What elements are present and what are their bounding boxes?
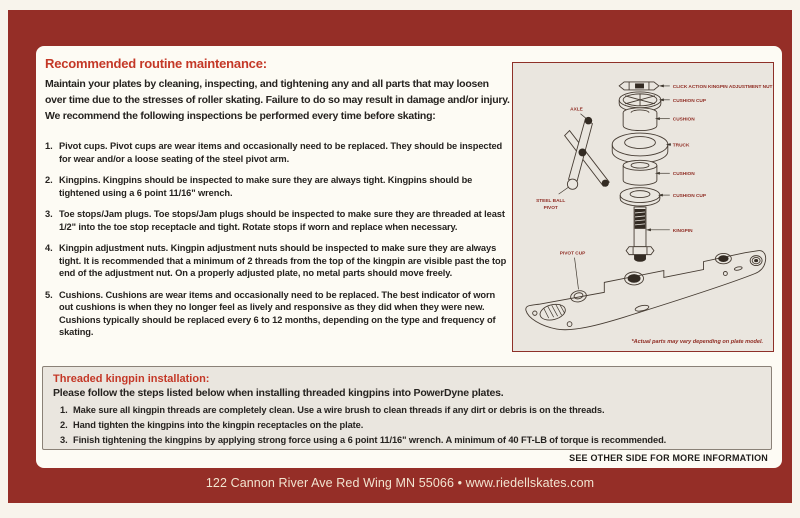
see-other-side-note: SEE OTHER SIDE FOR MORE INFORMATION xyxy=(569,453,768,463)
cushion-top-label: CUSHION xyxy=(672,117,695,123)
installation-section xyxy=(42,366,772,450)
cushion-top-drawing xyxy=(623,108,657,131)
kingpin-label: KINGPIN xyxy=(672,228,693,234)
list-item: 2. Kingpins. Kingpins should be inspected to make sure they are always tight. Kingpins should be tightened using a 6 point 11/16" wrench. xyxy=(45,175,473,198)
cushion-cup-top-label: CUSHION CUP xyxy=(672,98,707,104)
kingpin-assembly-diagram xyxy=(513,63,773,351)
pivot-cup-label: PIVOT CUP xyxy=(559,251,586,257)
cushion-bottom-drawing xyxy=(623,160,657,185)
axle-label: AXLE xyxy=(570,107,583,113)
installation-step: 3. Finish tightening the kingpins by applying strong force using a 6 point 11/16" wrench. A minimum of 40 FT-LB of torque is recommended. xyxy=(60,435,667,445)
center-kingpin-hole xyxy=(628,274,641,283)
installation-heading: Threaded kingpin installation: xyxy=(53,373,210,385)
adjustment-nut-drawing xyxy=(619,82,659,90)
installation-step: 2. Hand tighten the kingpins into the kingpin receptacles on the plate. xyxy=(60,420,364,430)
rear-kingpin-hole xyxy=(718,255,728,262)
installation-intro: Please follow the steps listed below when installing threaded kingpins into PowerDyne plates. xyxy=(53,387,504,399)
maintenance-heading: Recommended routine maintenance: xyxy=(45,56,267,71)
truck-drawing xyxy=(612,133,668,163)
list-item: 3. Toe stops/Jam plugs. Toe stops/Jam plugs should be inspected to make sure they are threaded at least 1/2" into the toe stop receptacle and tight. Rotate stops if worn and replace when necessary. xyxy=(45,209,505,232)
steel-ball-pivot-label-line1: STEEL BALL xyxy=(536,199,566,205)
truck-label: TRUCK xyxy=(672,143,690,149)
steel-ball-pivot-label-line2: PIVOT xyxy=(543,205,558,211)
list-item: 1. Pivot cups. Pivot cups are wear items and occasionally need to be replaced. They should be inspected for wear and/or a loose seating of the steel pivot arm. xyxy=(45,141,503,164)
list-item: 4. Kingpin adjustment nuts. Kingpin adjustment nuts should be inspected to make sure they are always tight. It is recommended that a minimum of 2 threads from the top of the kingpin are visible past the top end of the adjustment nut. On a properly adjusted plate, no metal parts should move freely. xyxy=(45,243,507,278)
exploded-diagram-panel xyxy=(512,62,774,352)
cushion-cup-bottom-drawing xyxy=(620,188,660,206)
plate-drawing xyxy=(526,251,766,330)
list-item: 5. Cushions. Cushions are wear items and occasionally need to be replaced. The best indicator of worn out cushions is when they no longer feel as lively and responsive as they did when they were new. Cushions typically should be replaced every 6 to 12 months, depending on the type and frequency of skating. xyxy=(45,289,496,337)
adjustment-nut-label: CLICK ACTION KINGPIN ADJUSTMENT NUT xyxy=(672,84,773,90)
axle-drawing xyxy=(565,117,610,189)
content-card xyxy=(36,46,782,468)
cushion-cup-bottom-label: CUSHION CUP xyxy=(672,194,707,200)
maintenance-section xyxy=(45,56,511,348)
kingpin-drawing xyxy=(626,207,654,262)
cushion-bottom-label: CUSHION xyxy=(672,172,695,178)
maintenance-list xyxy=(45,140,511,339)
address-footer: 122 Cannon River Ave Red Wing MN 55066 • www.riedellskates.com xyxy=(205,476,595,490)
red-border-frame xyxy=(8,10,792,503)
diagram-disclaimer-note: *Actual parts may vary depending on plate model. xyxy=(631,338,764,345)
maintenance-intro: Maintain your plates by cleaning, inspecting, and tightening any and all parts that may loosen over time due to the stresses of roller skating. Failure to do so may result in damage and/or injury. We recommend the following inspections be performed every time before skating: xyxy=(45,78,510,122)
installation-step: 1. Make sure all kingpin threads are completely clean. Use a wire brush to clean threads if any dirt or debris is on the threads. xyxy=(60,405,605,415)
steel-ball-drawing xyxy=(567,179,577,189)
